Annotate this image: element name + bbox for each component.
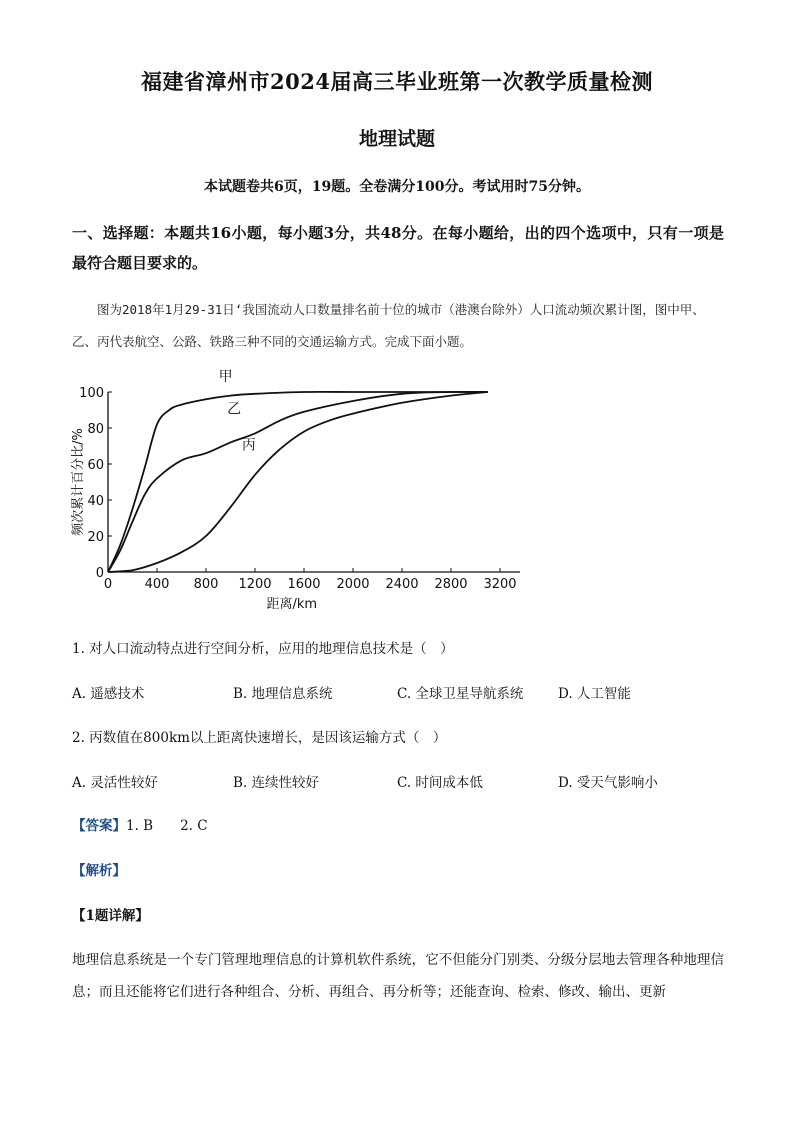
y-tick-label: 100 (79, 386, 104, 401)
paper-title: 福建省漳州市2024届高三毕业班第一次教学质量检测 (141, 69, 653, 94)
q2-option-d: D. 受天气影响小 (558, 775, 658, 791)
q2-option-b: B. 连续性较好 (233, 775, 320, 791)
answer-line (72, 814, 208, 834)
x-tick-label: 1200 (238, 577, 272, 592)
curve-1 (108, 392, 488, 572)
y-tick-label: 0 (95, 566, 104, 581)
x-tick-label: 0 (103, 577, 113, 592)
chart-labels (70, 369, 517, 612)
q2-option-a: A. 灵活性较好 (72, 775, 158, 791)
chart-curves (108, 392, 488, 572)
q1-option-d: D. 人工智能 (558, 686, 631, 702)
q1-option-b: B. 地理信息系统 (233, 686, 333, 702)
answer-text: 1. B 2. C (126, 818, 208, 834)
chart-axes (108, 392, 520, 572)
paper-subtitle: 地理试题 (358, 128, 435, 150)
series-label-2: 乙 (227, 401, 242, 418)
y-axis-label: 频次累计百分比/% (71, 428, 86, 536)
q1-option-c: C. 全球卫星导航系统 (397, 686, 524, 702)
y-tick-label: 20 (87, 530, 104, 545)
x-tick-label: 3200 (483, 577, 517, 592)
q1-option-a: A. 遥感技术 (72, 686, 145, 702)
exam-info: 本试题卷共6页，19题。全卷满分100分。考试用时75分钟。 (204, 179, 590, 195)
series-label-1: 甲 (218, 369, 233, 386)
y-tick-label: 80 (87, 422, 104, 437)
x-tick-label: 400 (144, 577, 170, 592)
q2-option-c: C. 时间成本低 (397, 775, 483, 791)
y-tick-label: 60 (87, 458, 104, 473)
curve-3 (108, 392, 488, 572)
x-tick-label: 2800 (434, 577, 468, 592)
question-1-stem: 1. 对人口流动特点进行空间分析，应用的地理信息技术是（ ） (72, 641, 454, 657)
answer-label: 【答案】 (72, 818, 126, 834)
cumulative-frequency-chart (60, 368, 520, 618)
explanation-paragraph: 地理信息系统是一个专门管理地理信息的计算机软件系统，它不但能分门别类、分级分层地去管理各种地理信息；而且还能将它们进行各种组合、分析、再组合、再分析等；还能查询、检索、修改、输出、更新 (72, 952, 724, 1000)
question-2-stem: 2. 丙数值在800km以上距离快速增长，是因该运输方式（ ） (72, 730, 447, 746)
detail-label: 【1题详解】 (72, 908, 149, 924)
analysis-label: 【解析】 (72, 863, 126, 879)
x-tick-label: 2000 (336, 577, 370, 592)
curve-2 (108, 392, 488, 572)
x-axis-label: 距离/km (266, 597, 318, 612)
question-intro: 图为2018年1月29-31日‘我国流动人口数量排名前十位的城市（港澳台除外）人口流动频次累计图，图中甲、乙、丙代表航空、公路、铁路三种不同的交通运输方式。完成下面小题。 (72, 302, 705, 349)
y-tick-label: 40 (87, 494, 104, 509)
x-tick-label: 800 (193, 577, 219, 592)
series-label-3: 丙 (241, 437, 256, 454)
x-tick-label: 1600 (287, 577, 321, 592)
section-heading: 一、选择题：本题共16小题，每小题3分，共48分。在每小题给，出的四个选项中，只有一项是最符合题目要求的。 (72, 224, 724, 272)
x-tick-label: 2400 (385, 577, 419, 592)
